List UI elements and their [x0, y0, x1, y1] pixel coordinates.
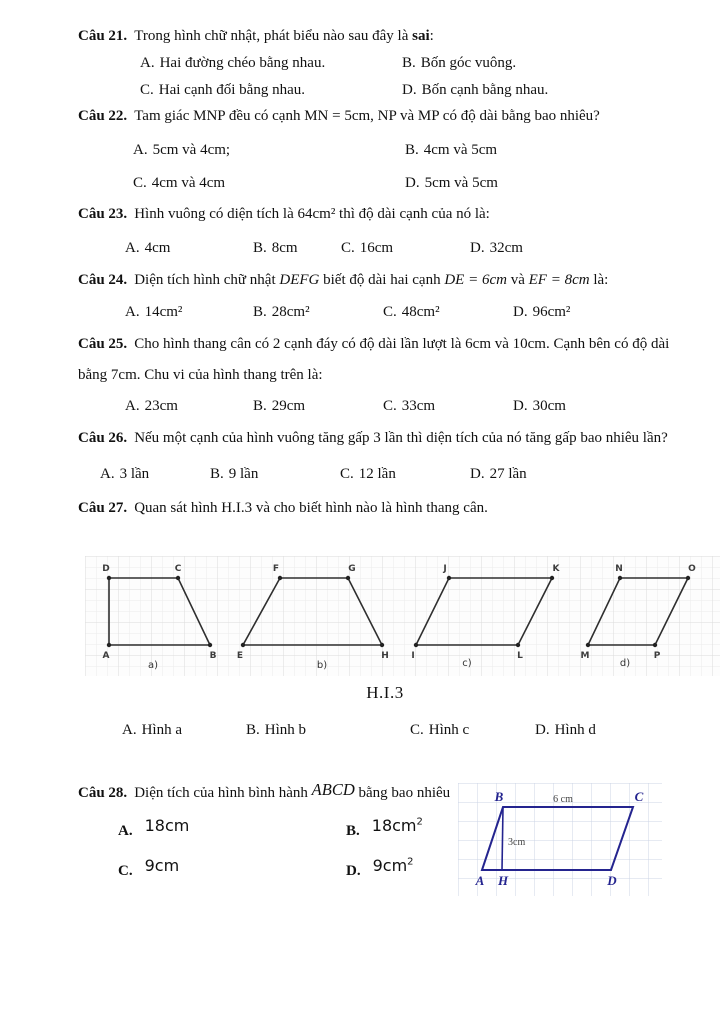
vertex-label-G: G [348, 564, 356, 574]
vertex-label-F: F [272, 564, 280, 574]
question-28-option-c: C. 9cm [118, 856, 180, 879]
question-26-number: Câu 26. [78, 430, 128, 446]
shape-label-b: b) [316, 660, 328, 671]
figure-parallelogram-abcd [458, 783, 662, 901]
vertex-dot-B [208, 643, 212, 647]
question-25-option-b: B. 29cm [253, 398, 306, 414]
vertex-label-O: O [688, 564, 696, 574]
question-28-number: Câu 28. [78, 785, 128, 801]
question-21-number: Câu 21. [78, 28, 128, 44]
vertex-label-B: B [494, 789, 504, 804]
vertex-label-P: P [653, 651, 661, 661]
vertex-label-A: A [102, 651, 110, 661]
question-28-option-d: D. $9cm^2$ [346, 856, 414, 879]
figure-hi3-caption: H.I.3 [366, 683, 404, 702]
vertex-dot-G [346, 576, 350, 580]
vertex-label-C: C [174, 564, 182, 574]
vertex-dot-E [241, 643, 245, 647]
question-23-number: Câu 23. [78, 206, 128, 222]
vertex-label-L: L [517, 651, 523, 661]
vertex-label-B: B [209, 651, 217, 661]
question-26-option-a: A. 3 lần [100, 466, 150, 482]
vertex-label-A: A [475, 873, 485, 888]
dimension-label-base: 6 cm [553, 794, 573, 805]
vertex-label-I: I [411, 651, 415, 661]
question-24-option-d: D. 96cm² [513, 304, 571, 320]
math-variable-abcd: ABCD [311, 780, 355, 799]
question-25-number: Câu 25. [78, 336, 128, 352]
question-26-option-d: D. 27 lần [470, 466, 527, 482]
vertex-dot-F [278, 576, 282, 580]
question-24-option-a: A. 14cm² [125, 304, 183, 320]
vertex-label-E: E [236, 651, 244, 661]
vertex-label-D: D [102, 564, 110, 574]
question-22-number: Câu 22. [78, 108, 128, 124]
question-22-stem: Câu 22. Tam giác MNP đều có cạnh MN = 5cm, NP và MP có độ dài bằng bao nhiêu? [78, 108, 600, 124]
height-line-bh [502, 807, 503, 870]
vertex-dot-L [516, 643, 520, 647]
shape-label-d: d) [619, 658, 631, 669]
question-27-option-a: A. Hình a [122, 722, 183, 738]
vertex-dot-P [653, 643, 657, 647]
vertex-label-M: M [580, 651, 590, 661]
question-24-stem: Câu 24. Diện tích hình chữ nhật DEFG biết độ dài hai cạnh DE = 6cm và EF = 8cm là: [78, 272, 609, 288]
vertex-label-N: N [615, 564, 623, 574]
vertex-dot-N [618, 576, 622, 580]
question-21-option-a: A. Hai đường chéo bằng nhau. [140, 55, 326, 71]
question-26-stem: Câu 26. Nếu một cạnh của hình vuông tăng gấp 3 lần thì diện tích của nó tăng gấp bao nhiêu lần? [78, 430, 668, 446]
question-26-option-c: C. 12 lần [340, 466, 396, 482]
math-value: $9cm^2$ [372, 856, 414, 875]
question-28-option-b: B. $18cm^2$ [346, 816, 423, 839]
vertex-label-H: H [381, 651, 389, 661]
vertex-label-J: J [443, 564, 447, 574]
question-28-stem: Câu 28. Diện tích của hình bình hành ABCD bằng bao nhiêu [78, 780, 451, 801]
shape-label-c: c) [462, 658, 472, 669]
vertex-dot-A [107, 643, 111, 647]
question-25-option-d: D. 30cm [513, 398, 566, 414]
question-24-option-b: B. 28cm² [253, 304, 310, 320]
question-23-option-c: C. 16cm [341, 240, 394, 256]
vertex-label-K: K [552, 564, 560, 574]
vertex-label-C: C [634, 789, 644, 804]
question-27-stem: Câu 27. Quan sát hình H.I.3 và cho biết hình nào là hình thang cân. [78, 500, 488, 516]
question-22-option-a: A. 5cm và 4cm; [133, 142, 231, 158]
figure-hi3-trapezoids [85, 556, 720, 681]
question-27-number: Câu 27. [78, 500, 128, 516]
vertex-dot-M [586, 643, 590, 647]
vertex-dot-H [380, 643, 384, 647]
question-22-option-d: D. 5cm và 5cm [405, 175, 498, 191]
dimension-label-height: 3cm [508, 837, 526, 848]
math-value: 9cm [144, 856, 180, 875]
question-21-option-b: B. Bốn góc vuông. [402, 55, 517, 71]
vertex-label-H: H [497, 873, 509, 888]
question-23-option-b: B. 8cm [253, 240, 298, 256]
vertex-dot-J [447, 576, 451, 580]
vertex-dot-C [176, 576, 180, 580]
question-21-option-d: D. Bốn cạnh bằng nhau. [402, 82, 549, 98]
vertex-dot-O [686, 576, 690, 580]
question-22-option-b: B. 4cm và 5cm [405, 142, 498, 158]
math-value: 18cm [144, 816, 190, 835]
question-27-option-d: D. Hình d [535, 722, 596, 738]
shape-label-a: a) [147, 660, 159, 671]
question-23-option-a: A. 4cm [125, 240, 171, 256]
question-25-option-a: A. 23cm [125, 398, 178, 414]
question-23-option-d: D. 32cm [470, 240, 523, 256]
question-21-stem: Câu 21. Trong hình chữ nhật, phát biểu nào sau đây là sai: [78, 28, 434, 44]
question-25-stem-line2: bằng 7cm. Chu vi của hình thang trên là: [78, 367, 323, 383]
question-25-stem-line1: Câu 25. Cho hình thang cân có 2 cạnh đáy có độ dài lần lượt là 6cm và 10cm. Cạnh bên có độ dài [78, 336, 670, 352]
question-25-option-c: C. 33cm [383, 398, 436, 414]
question-27-option-b: B. Hình b [246, 722, 307, 738]
question-23-stem: Câu 23. Hình vuông có diện tích là 64cm² thì độ dài cạnh của nó là: [78, 206, 490, 222]
math-value: $18cm^2$ [371, 816, 423, 835]
vertex-dot-I [414, 643, 418, 647]
vertex-dot-D [107, 576, 111, 580]
question-26-option-b: B. 9 lần [210, 466, 259, 482]
question-21-option-c: C. Hai cạnh đối bằng nhau. [140, 82, 305, 98]
question-24-number: Câu 24. [78, 272, 128, 288]
question-24-option-c: C. 48cm² [383, 304, 440, 320]
question-22-option-c: C. 4cm và 4cm [133, 175, 226, 191]
vertex-dot-K [550, 576, 554, 580]
question-27-option-c: C. Hình c [410, 722, 470, 738]
vertex-label-D: D [607, 873, 617, 888]
question-28-option-a: A. 18cm [118, 816, 190, 839]
